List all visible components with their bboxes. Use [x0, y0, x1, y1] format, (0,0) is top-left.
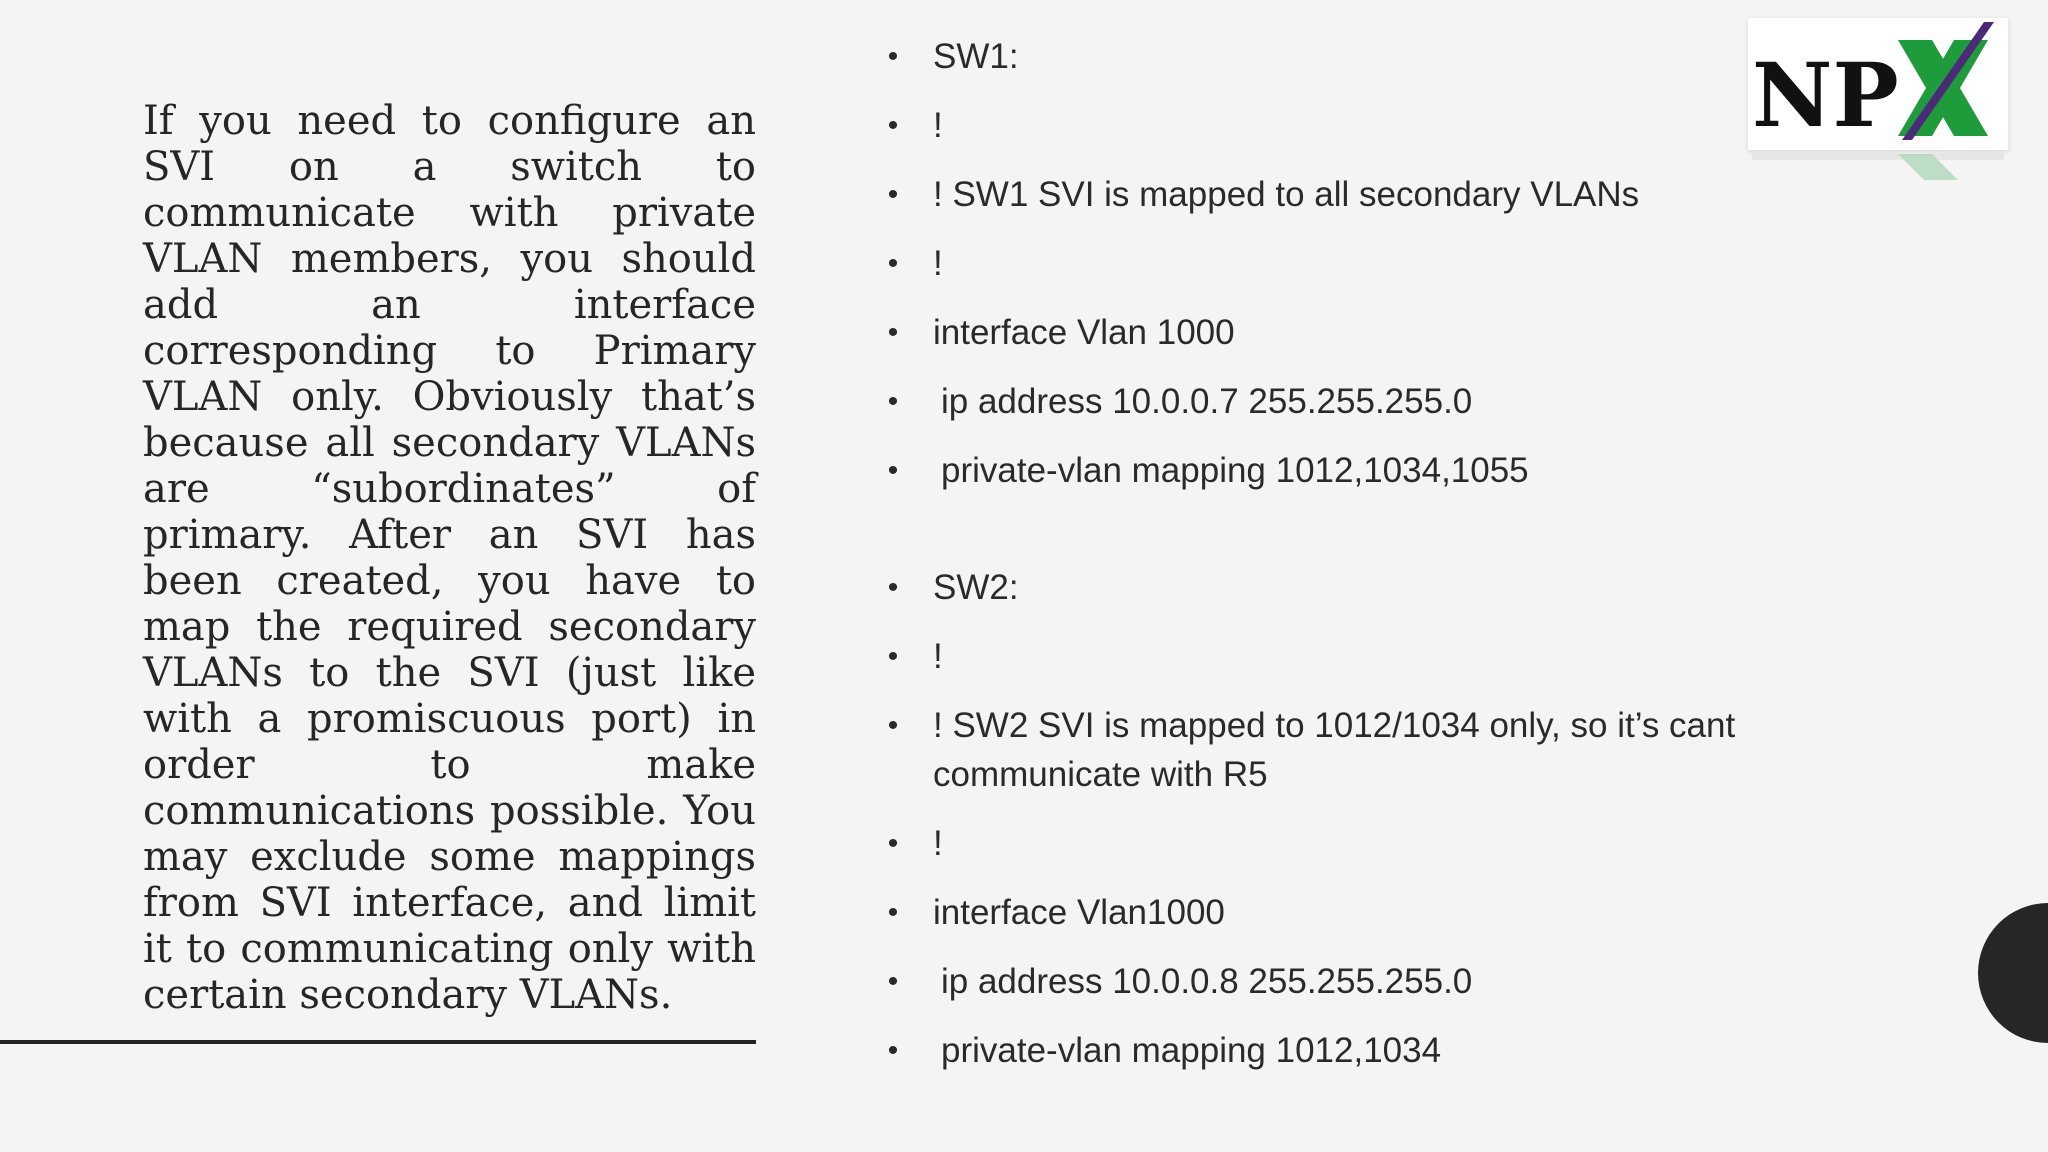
bullet-dot: •: [887, 1034, 899, 1067]
bullet-item: [880, 632, 1800, 681]
bullet-text: SW2:: [933, 568, 1019, 607]
bullet-item: [880, 563, 1800, 612]
bullet-text: interface Vlan1000: [933, 893, 1225, 932]
bullet-text: !: [933, 106, 943, 145]
bullet-item: [880, 377, 1800, 426]
bullet-dot: •: [887, 827, 899, 860]
bullet-item: [880, 239, 1800, 288]
bullet-item: [880, 446, 1800, 495]
logo-reflection-graphic: [1748, 150, 2008, 190]
bullet-dot: •: [887, 109, 899, 142]
bullet-item: [880, 170, 1800, 219]
bullet-text: private-vlan mapping 1012,1034,1055: [941, 451, 1529, 490]
logo-reflection: [1748, 150, 2008, 190]
bullet-text: SW1:: [933, 37, 1019, 76]
bullet-dot: •: [887, 640, 899, 673]
bullet-text: ! SW2 SVI is mapped to 1012/1034 only, so it’s cant communicate with R5: [933, 706, 1736, 794]
config-bullet-list: [880, 32, 1800, 1095]
bullet-item: [880, 701, 1800, 799]
npx-logo-graphic: [1748, 18, 2008, 150]
bullet-item: [880, 101, 1800, 150]
bullet-dot: •: [887, 40, 899, 73]
bullet-dot: •: [887, 385, 899, 418]
bullet-text: ip address 10.0.0.7 255.255.255.0: [941, 382, 1473, 421]
bullet-item: [880, 308, 1800, 357]
description-paragraph: If you need to configure an SVI on a switch to communicate with private VLAN members, you should add an interface corresponding to Primary VLAN only. Obviously that’s because all secondary VLANs are “subordinates” of primary. After an SVI has been created, you have to map the required secondary VLANs to the SVI (just like with a promiscuous port) in order to make communications possible. You may exclude some mappings from SVI interface, and limit it to communicating only with certain secondary VLANs.: [143, 98, 756, 1018]
bullet-text: !: [933, 637, 943, 676]
bullet-text: private-vlan mapping 1012,1034: [941, 1031, 1442, 1070]
bullet-item: [880, 957, 1800, 1006]
bullet-dot: •: [887, 896, 899, 929]
bullet-dot: •: [887, 316, 899, 349]
bullet-text: !: [933, 244, 943, 283]
divider-line: [0, 1040, 756, 1044]
bullet-dot: •: [887, 709, 899, 742]
bullet-item: [880, 32, 1800, 81]
bullet-dot: •: [887, 454, 899, 487]
bullet-dot: •: [887, 247, 899, 280]
bullet-item: [880, 819, 1800, 868]
bullet-dot: •: [887, 571, 899, 604]
bullet-text: !: [933, 824, 943, 863]
bullet-text: ip address 10.0.0.8 255.255.255.0: [941, 962, 1473, 1001]
bullet-text: interface Vlan 1000: [933, 313, 1235, 352]
logo-letters: NP: [1752, 43, 1899, 147]
npx-logo: [1748, 18, 2008, 150]
bullet-dot: •: [887, 178, 899, 211]
bullet-item: [880, 888, 1800, 937]
bullet-dot: •: [887, 965, 899, 998]
bullet-text: ! SW1 SVI is mapped to all secondary VLANs: [933, 175, 1640, 214]
bullet-item: [880, 1026, 1800, 1075]
decorative-circle: [1978, 903, 2048, 1043]
